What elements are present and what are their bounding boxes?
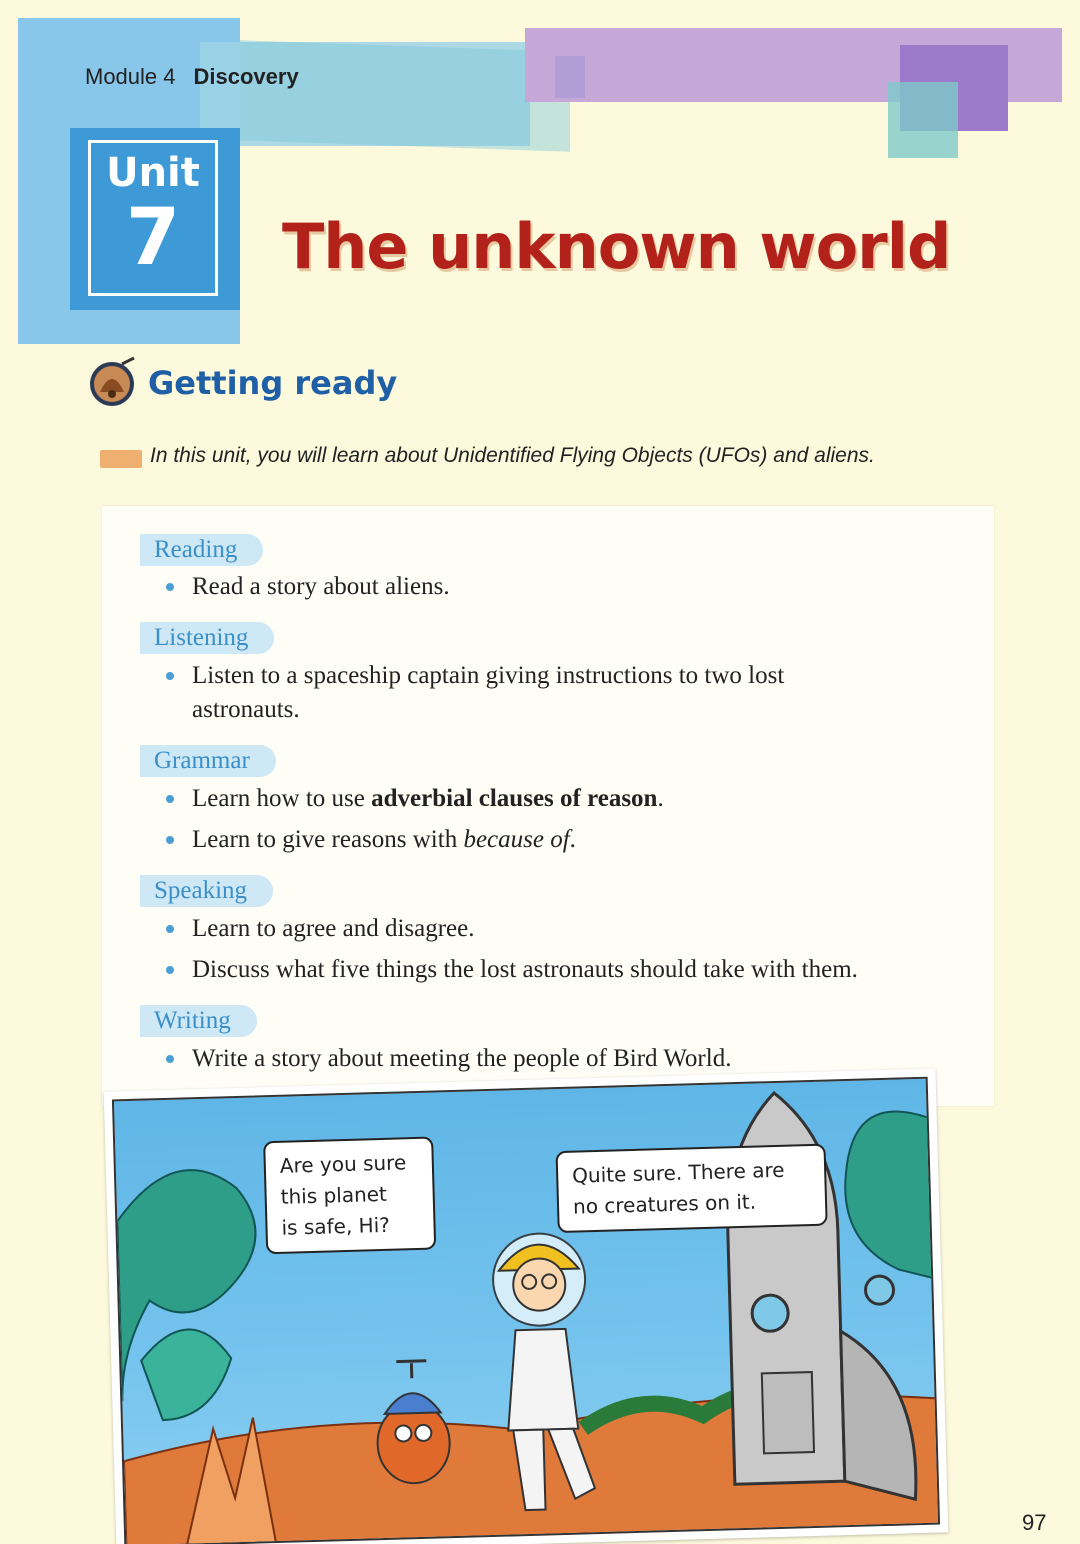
list-item: Read a story about aliens. (152, 570, 942, 604)
unit-badge-frame (88, 140, 218, 296)
section-writing (140, 1005, 257, 1037)
intro-marker (100, 450, 142, 468)
page-title: The unknown world (282, 210, 951, 283)
unit-badge (70, 128, 240, 310)
decor-block-aqua (888, 82, 958, 158)
list-item: Learn to agree and disagree. (152, 912, 942, 946)
page-number: 97 (1022, 1510, 1047, 1535)
list-item: Discuss what five things the lost astronauts should take with them. (152, 953, 942, 987)
bullet-icon (166, 583, 174, 591)
section-label: Grammar (140, 745, 276, 777)
objectives-card (102, 506, 994, 1106)
bullet-icon (166, 966, 174, 974)
comic-panel (112, 1077, 940, 1544)
decor-block-teal (240, 40, 570, 152)
bullet-icon (166, 925, 174, 933)
unit-number: 7 (125, 193, 181, 283)
section-label: Reading (140, 534, 263, 566)
section-reading (140, 534, 263, 566)
section-label: Writing (140, 1005, 257, 1037)
comic-illustration (104, 1068, 949, 1544)
speech-bubble-right: Quite sure. There are no creatures on it. (556, 1144, 828, 1234)
list-item: Write a story about meeting the people of Bird World. (152, 1042, 942, 1076)
module-number: Module 4 (85, 64, 176, 89)
bullet-icon (166, 795, 174, 803)
bullet-icon (166, 672, 174, 680)
section-grammar (140, 745, 276, 777)
speech-bubble-left: Are you sure this planet is safe, Hi? (263, 1137, 436, 1255)
decor-block-small (555, 56, 585, 98)
section-label: Speaking (140, 875, 273, 907)
section-label: Listening (140, 622, 274, 654)
unit-word: Unit (106, 150, 200, 196)
section-listening (140, 622, 274, 654)
getting-ready-heading: Getting ready (148, 364, 398, 402)
list-item: Learn to give reasons with because of. (152, 823, 942, 857)
bullet-icon (166, 836, 174, 844)
module-name: Discovery (193, 64, 299, 89)
bell-icon (86, 356, 138, 408)
list-item: Learn how to use adverbial clauses of reason. (152, 782, 942, 816)
section-speaking (140, 875, 273, 907)
intro-text: In this unit, you will learn about Unidentified Flying Objects (UFOs) and aliens. (150, 444, 875, 467)
module-heading (85, 64, 299, 90)
list-item: Listen to a spaceship captain giving instructions to two lost astronauts. (152, 659, 942, 727)
bullet-icon (166, 1055, 174, 1063)
